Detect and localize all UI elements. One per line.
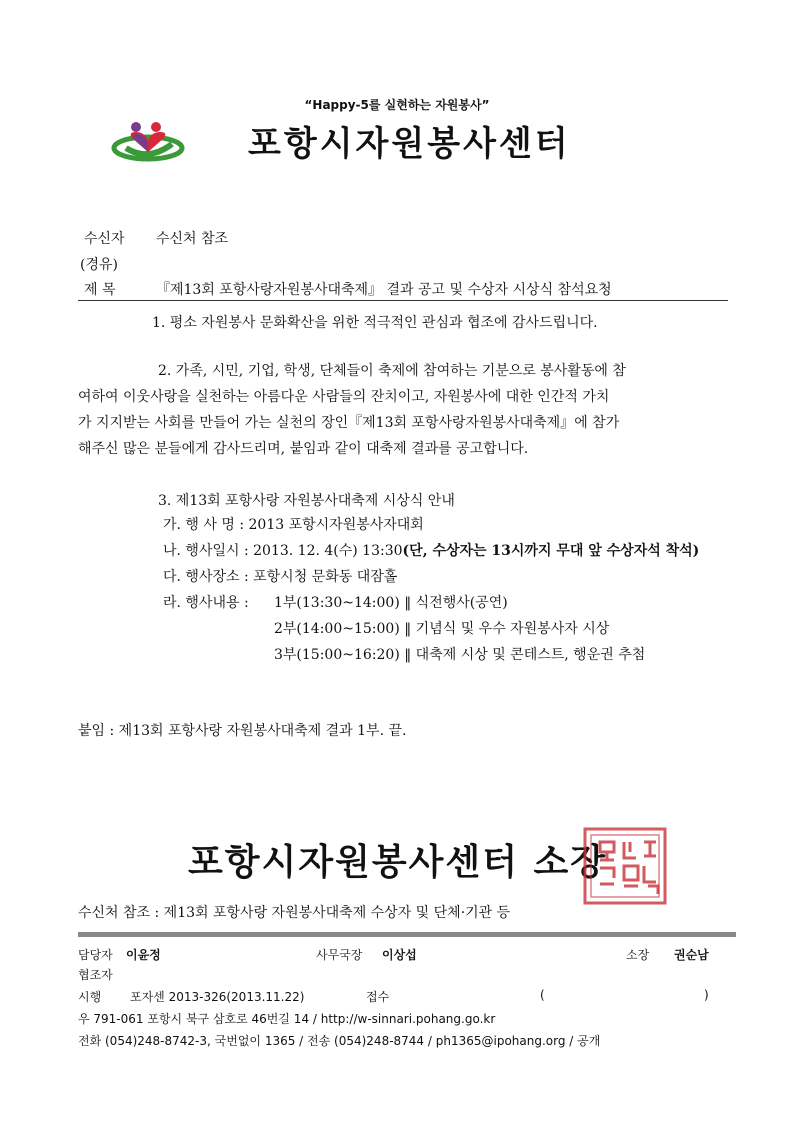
attachment-note: 붙임 : 제13회 포항사랑 자원봉사대축제 결과 1부. 끝. xyxy=(78,723,407,739)
secretary-name: 이상섭 xyxy=(382,948,417,962)
program-line-1: 1부(13:30~14:00) ‖ 식전행사(공연) xyxy=(274,595,508,611)
staff-label: 담당자 xyxy=(78,948,113,962)
closing-title: 포항시자원봉사센터 소장 xyxy=(188,841,608,883)
staff-name: 이윤정 xyxy=(126,948,161,962)
director-name: 권순남 xyxy=(674,948,709,962)
section-3-title: 3. 제13회 포항사랑 자원봉사대축제 시상식 안내 xyxy=(158,493,455,509)
address-line: 우 791-061 포항시 북구 삼호로 46번길 14 / http://w-sinnari.pohang.go.kr xyxy=(78,1012,496,1026)
organization-logo xyxy=(110,118,186,162)
exec-label: 시행 xyxy=(78,990,102,1004)
item-event-datetime-note: (단, 수상자는 13시까지 무대 앞 수상자석 착석) xyxy=(402,543,700,559)
program-line-2: 2부(14:00~15:00) ‖ 기념식 및 우수 자원봉사자 시상 xyxy=(274,621,610,637)
subject-label: 제 목 xyxy=(84,282,116,298)
recipients-list: 수신처 참조 : 제13회 포항사랑 자원봉사대축제 수상자 및 단체·기관 등 xyxy=(78,905,511,921)
director-label: 소장 xyxy=(626,948,650,962)
paragraph-2-line-4: 해주신 많은 분들에게 감사드리며, 붙임과 같이 대축제 결과를 공고합니다. xyxy=(78,441,529,457)
item-event-datetime xyxy=(163,538,699,564)
organization-title: 포항시자원봉사센터 xyxy=(248,124,571,164)
recipient-label: 수신자 xyxy=(84,231,125,247)
paragraph-2-line-2: 여하여 이웃사랑을 실천하는 아름다운 사람들의 잔치이고, 자원봉사에 대한 인간적 가치 xyxy=(78,389,610,405)
recipient-value: 수신처 참조 xyxy=(156,231,229,247)
paragraph-2-line-1: 2. 가족, 시민, 기업, 학생, 단체들이 축제에 참여하는 기분으로 봉사활동에 참 xyxy=(158,363,626,379)
coop-label: 협조자 xyxy=(78,968,113,982)
official-seal-icon xyxy=(582,826,668,906)
item-event-name: 가. 행 사 명 : 2013 포항시자원봉사자대회 xyxy=(163,517,424,533)
exec-value: 포자센 2013-326(2013.11.22) xyxy=(130,990,305,1004)
footer-divider xyxy=(78,932,736,937)
item-event-venue: 다. 행사장소 : 포항시청 문화동 대잠홀 xyxy=(163,569,398,585)
paragraph-1: 1. 평소 자원봉사 문화확산을 위한 적극적인 관심과 협조에 감사드립니다. xyxy=(152,315,598,331)
contact-line: 전화 (054)248-8742-3, 국번없이 1365 / 전송 (054)248-8744 / ph1365@ipohang.org / 공개 xyxy=(78,1034,601,1048)
subject-value: 『제13회 포항사랑자원봉사대축제』 결과 공고 및 수상자 시상식 참석요청 xyxy=(156,282,612,298)
receipt-open: ( xyxy=(540,988,545,1002)
receipt-label: 접수 xyxy=(366,990,390,1004)
program-line-3: 3부(15:00~16:20) ‖ 대축제 시상 및 콘테스트, 행운권 추첨 xyxy=(274,647,646,663)
paragraph-2-line-3: 가 지지받는 사회를 만들어 가는 실천의 장인『제13회 포항사랑자원봉사대축제』에 참가 xyxy=(78,415,620,431)
slogan: “Happy-5를 실현하는 자원봉사” xyxy=(304,98,490,112)
secretary-label: 사무국장 xyxy=(316,948,363,962)
subject-divider xyxy=(78,300,728,301)
item-event-datetime-text: 나. 행사일시 : 2013. 12. 4(수) 13:30 xyxy=(163,543,403,559)
item-event-program-label: 라. 행사내용 : xyxy=(163,595,249,611)
via-label: (경유) xyxy=(80,257,118,273)
receipt-close: ) xyxy=(704,988,709,1002)
